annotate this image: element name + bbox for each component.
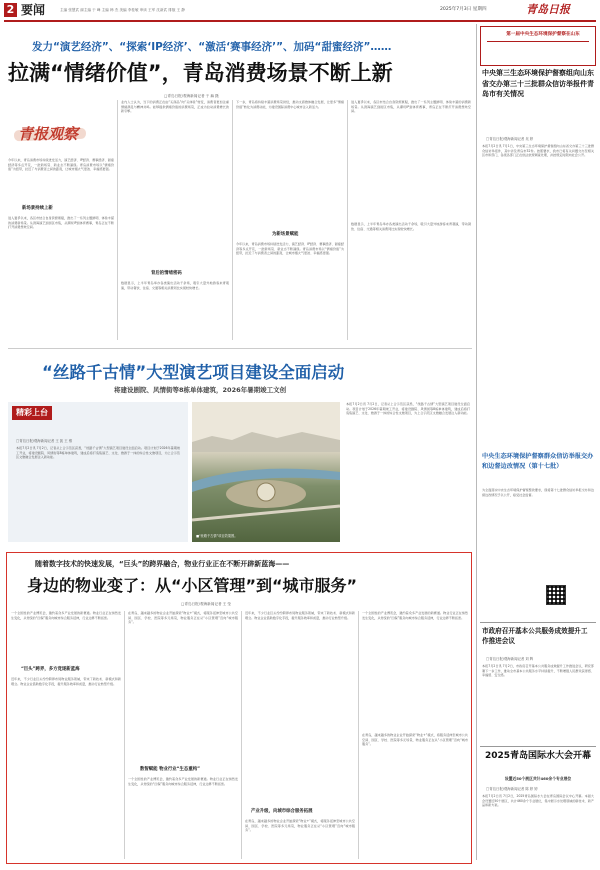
lead-paragraph: 数据显示，上半年青岛举办各类演出活动千余场，吸引大量外地游客来青观演，带动餐饮、住宿、交通等相关消费同比实现较快增长。 (351, 222, 471, 231)
mid-photo (192, 402, 340, 542)
sidebar-byline-1: □青岛日报/观海新闻记者 吴 婷 (486, 137, 534, 141)
sidebar-body-3: 本报7月2日讯 7月2日，市政府召开基本公共服务成效提升工作推进会议，研究部署下一步工作，推动全市基本公共服务水平持续提升，不断增强人民群众获得感、幸福感、安全感。 (482, 664, 594, 678)
sidebar-sub-4: 设置近50个展区共计460余个专业展位 (504, 776, 572, 781)
sidebar-headline-1: 中央第三生态环境保护督察组向山东省交办第三十三批群众信访举报件青岛市有关情况 (482, 69, 594, 98)
lead-subhead: 为新场景赋能 (272, 232, 299, 237)
mid-box-title: 精彩上台 (12, 406, 52, 420)
feature-kicker: 随着数字技术的快速发展，“巨头”的跨界融合，物业行业正在不断开辟新蓝海—— (35, 560, 290, 568)
qr-code (546, 585, 566, 605)
mid-right-body: 本报7月2日讯 7月2日，记者从上合示范区获悉，“丝路千古情”大型演艺项目建设全面启动。项目计划于2026年暑期竣工开业，将建设剧院、风情街等8栋单体建筑，建成后将打造集演艺、文化、旅游于一体的综合性文旅项目，为上合示范区文旅融合发展注入新动能。 (346, 402, 470, 416)
sidebar-byline-4: □青岛日报/观海新闻记者 陈 婷 婷 (486, 787, 538, 791)
section-title: 要闻 (21, 3, 46, 17)
lead-subhead: 新场景持续上新 (22, 206, 53, 211)
lead-paragraph: 今年以来，青岛消费市场持续迸发活力，演艺经济、IP经济、赛事经济、甜蜜经济等多点开花，一批新场景、新业态不断涌现。青岛消费市场以“情绪价值”为纽带，拉近了与消费者之间的距离，让城市烟火气更浓、幸福感更强。 (236, 242, 344, 256)
lead-headline: 拉满“情绪价值”，青岛消费场景不断上新 (8, 61, 393, 85)
feature-byline: □青岛日报/观海新闻记者 王 莹 (181, 602, 232, 606)
sidebar-headline-4: 2025青岛国际水大会开幕 (484, 751, 592, 761)
page-header (4, 3, 596, 19)
lead-paragraph: 进入夏季以来，各区市结合自身资源禀赋，推出了一系列主题鲜明、体验丰富的消费新场景。从滨海演艺到街区市集，从潮玩IP到体育赛事，青岛正在不断打开消费想象空间。 (351, 100, 471, 114)
feature-box (6, 552, 472, 864)
sidebar-body-1: 本报7月2日讯 7月1日，中央第三生态环境保护督察组向山东省交办第三十三批群众信访举报件，其中涉及青岛市32件。按照要求，我市已将有关问题交办至相关区市和部门，各级各部门正在依法依规调查处理，并按规定时限向社会公开。 (482, 144, 594, 158)
feature-col-4 (362, 611, 468, 859)
feature-subhead: 数智赋能 物业行业“生态重构” (140, 767, 200, 772)
feature-paragraph: 在青岛，越来越多的物业企业开始探索“物业+”模式，将服务延伸至城市公共空间、园区、学校、医院等多元场景，物业服务正在从“小区管理”迈向“城市服务”。 (128, 611, 238, 625)
sidebar-headline-2: 中央生态环境保护督察群众信访举报交办和边督边改情况（第十七批） (482, 453, 594, 470)
mid-byline: □青岛日报/观海新闻记者 王 凯 王 维 (16, 439, 73, 443)
sidebar-box-1 (480, 26, 596, 66)
sidebar-body-2: 为全面落实中央生态环境保护督察整改要求，现将第十七批群众信访举报交办和边督边改情况予以公开，接受社会监督。 (482, 488, 594, 497)
feature-paragraph: 一个全国性的产业博览会，邀约着众多产业发展的新赛道。物业行业正在悄然发生变化，从传统的“四保”服务向城市综合服务延伸，行业边界不断拓宽。 (128, 777, 238, 786)
lead-col-1 (8, 158, 114, 340)
sidebar-headline-3: 市政府召开基本公共服务成效提升工作推进会议 (482, 627, 588, 645)
feature-paragraph: 近年来，不少行业巨头纷纷跨界布局物业服务领域，带来了新技术、新模式和新理念。物业企业借助数字化手段，提升服务效率和质量，推动行业转型升级。 (11, 677, 121, 686)
feature-paragraph: 一个全国性的产业博览会，邀约着众多产业发展的新赛道。物业行业正在悄然发生变化，从传统的“四保”服务向城市综合服务延伸，行业边界不断拓宽。 (11, 611, 121, 620)
lead-col-4 (351, 100, 471, 340)
newspaper-logo: 青岛日报 (526, 3, 570, 16)
sidebar-body-4: 本报7月2日讯 7月2日，2025青岛国际水大会在青岛国际会议中心开幕。本届大会设置近50个展区，共计460余个专业展位，集中展示水处理领域的新技术、新产品和新方案。 (482, 794, 594, 808)
photo-caption: ■“丝路千古情”项目效果图。 (196, 534, 238, 538)
lead-paragraph: 下一步，青岛将持续丰富消费场景供给，推动文商旅体融合发展，让更多“情绪价值”转化为消费动能，为建设国际消费中心城市注入新活力。 (236, 100, 344, 109)
feature-col-1 (11, 611, 121, 859)
feature-headline: 身边的物业变了：从“小区管理”到“城市服务” (27, 576, 358, 595)
lead-paragraph: 业内人士认为，当下的消费正在由“买商品”向“买体验”转变，消费者更加注重情绪满足与精神共鸣。能够提供情绪价值的消费场景，正成为拉动消费增长的新引擎。 (121, 100, 229, 114)
lead-paragraph: 数据显示，上半年青岛举办各类演出活动千余场，吸引大量外地游客来青观演，带动餐饮、住宿、交通等相关消费同比实现较快增长。 (121, 281, 229, 290)
sidebar-box-1-rule (487, 41, 589, 42)
theater-building (257, 483, 275, 501)
mid-body: 本报7月2日讯 7月2日，记者从上合示范区获悉，“丝路千古情”大型演艺项目建设全面启动。项目计划于2026年暑期竣工开业，将建设剧院、风情街等8栋单体建筑，建成后将打造集演艺、文化、旅游于一体的综合性文旅项目，为上合示范区文旅融合发展注入新动能。 (16, 446, 180, 460)
feature-subhead: “巨头”跨界，多方竞逐新蓝海 (21, 667, 80, 672)
feature-paragraph: 近年来，不少行业巨头纷纷跨界布局物业服务领域，带来了新技术、新模式和新理念。物业企业借助数字化手段，提升服务效率和质量，推动行业转型升级。 (245, 611, 355, 620)
lead-kicker: 发力“演艺经济”、“探索‘IP经济’、“激活‘赛事经济’”、加码“甜蜜经济”…… (32, 41, 392, 53)
lead-col-3 (236, 100, 344, 340)
feature-col-3 (245, 611, 355, 859)
column-logo (14, 120, 88, 150)
lead-col-2 (121, 100, 229, 340)
column-logo-text: 青报观察 (18, 125, 79, 143)
road (192, 506, 340, 520)
page-number: 2 (4, 3, 17, 17)
aerial-illustration (192, 402, 340, 542)
mid-subhead: 将建设剧院、风情街等8栋单体建筑，2026年暑期竣工文创 (114, 386, 287, 394)
feature-col-2 (128, 611, 238, 859)
lead-byline: □青岛日报/观海新闻记者 于 赫 摄 (164, 94, 219, 98)
lead-subhead: 背后的情绪密码 (151, 271, 182, 276)
feature-subhead: 产业升级，向城市综合服务拓展 (251, 809, 313, 814)
header-date: 2025年7月3日 星期四 (440, 7, 487, 12)
mid-left-box (8, 402, 188, 542)
lead-paragraph: 今年以来，青岛消费市场持续迸发活力，演艺经济、IP经济、赛事经济、甜蜜经济等多点开花，一批新场景、新业态不断涌现。青岛消费市场以“情绪价值”为纽带，拉近了与消费者之间的距离，让城市烟火气更浓、幸福感更强。 (8, 158, 114, 172)
feature-paragraph: 在青岛，越来越多的物业企业开始探索“物业+”模式，将服务延伸至城市公共空间、园区、学校、医院等多元场景，物业服务正在从“小区管理”迈向“城市服务”。 (362, 733, 468, 747)
mid-headline: “丝路千古情”大型演艺项目建设全面启动 (42, 363, 345, 382)
feature-paragraph: 一个全国性的产业博览会，邀约着众多产业发展的新赛道。物业行业正在悄然发生变化，从传统的“四保”服务向城市综合服务延伸，行业边界不断拓宽。 (362, 611, 468, 620)
feature-paragraph: 在青岛，越来越多的物业企业开始探索“物业+”模式，将服务延伸至城市公共空间、园区、学校、医院等多元场景，物业服务正在从“小区管理”迈向“城市服务”。 (245, 819, 355, 833)
sidebar-byline-3: □青岛日报/观海新闻记者 刘 辉 (486, 657, 534, 661)
sidebar-box-1-title: 第一届中央生态环境保护督察在山东 (506, 32, 580, 37)
lead-paragraph: 进入夏季以来，各区市结合自身资源禀赋，推出了一系列主题鲜明、体验丰富的消费新场景。从滨海演艺到街区市集，从潮玩IP到体育赛事，青岛正在不断打开消费想象空间。 (8, 216, 114, 230)
header-rule (4, 20, 596, 22)
masthead-info: 主编 张慧武 副主编 于 峰 主编 韩 杰 美编 李桂敏 审读 王军 沈新武 排版 王 静 (60, 8, 185, 12)
